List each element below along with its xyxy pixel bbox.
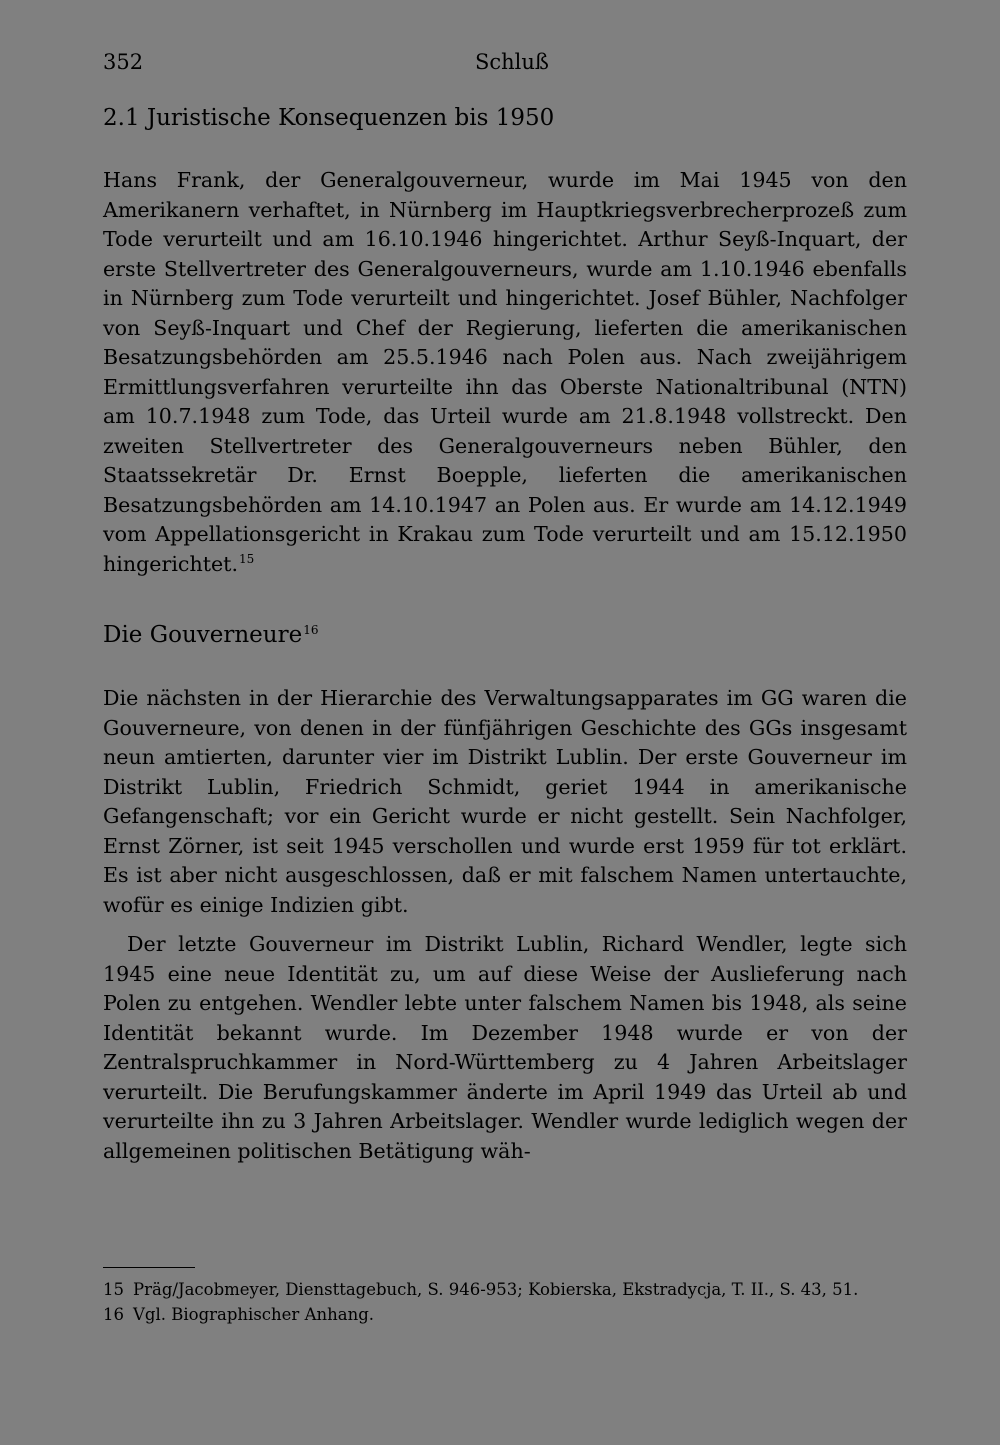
footnote-ref-16: 16: [303, 623, 319, 637]
section-heading: 2.1 Juristische Konsequenzen bis 1950: [103, 105, 555, 131]
section-paragraph-text: Hans Frank, der Generalgouverneur, wurde im Mai 1945 von den Amerikanern verhaftet, in Nürnberg im Hauptkriegsverbrecherprozeß zum Tode verurteilt und am 16.10.1946 hingerichtet. Arthur Seyß-Inquart, der erste Stellvertreter des Generalgouverneurs, wurde am 1.10.1946 ebenfalls in Nürnberg zum Tode verurteilt und hingerichtet. Josef Bühler, Nachfolger von Seyß-Inquart und Chef der Regierung, lieferten die amerikanischen Besatzungsbehörden am 25.5.1946 nach Polen aus. Nach zweijährigem Ermittlungsverfahren verurteilte ihn das Oberste Nationaltribunal (NTN) am 10.7.1948 zum Tode, das Urteil wurde am 21.8.1948 vollstreckt. Den zweiten Stellvertreter des Generalgouverneurs neben Bühler, den Staatssekretär Dr. Ernst Boepple, lieferten die amerikanischen Besatzungsbehörden am 14.10.1947 an Polen aus. Er wurde am 14.12.1949 vom Appellationsgericht in Krakau zum Tode verurteilt und am 15.12.1950 hingerichtet.: [103, 168, 907, 576]
footnote-ref-15: 15: [239, 551, 255, 566]
footnote-text: Präg/Jacobmeyer, Diensttagebuch, S. 946-953; Kobierska, Ekstradycja, T. II., S. 43, 51.: [133, 1280, 859, 1299]
subsection-heading-text: Die Gouverneure: [103, 622, 303, 648]
footnote-15: [103, 1277, 907, 1302]
subsection-paragraph-2: Der letzte Gouverneur im Distrikt Lublin, Richard Wendler, legte sich 1945 eine neue Identität zu, um auf diese Weise der Auslieferung nach Polen zu entgehen. Wendler lebte unter falschem Namen bis 1948, als seine Identität bekannt wurde. Im Dezember 1948 wurde er von der Zentralspruchkammer in Nord-Württemberg zu 4 Jahren Arbeitslager verurteilt. Die Berufungskammer änderte im April 1949 das Urteil ab und verurteilte ihn zu 3 Jahren Arbeitslager. Wendler wurde lediglich wegen der allgemeinen politischen Betätigung wäh-: [103, 932, 907, 1163]
page-number: 352: [103, 50, 144, 74]
footnote-number: 16: [103, 1305, 124, 1324]
footnote-number: 15: [103, 1280, 124, 1299]
footnote-16: [103, 1302, 907, 1327]
book-page: [103, 0, 907, 1445]
footnote-text: Vgl. Biographischer Anhang.: [133, 1305, 375, 1324]
section-paragraph: [103, 166, 907, 579]
footnote-divider: [103, 1267, 195, 1268]
running-head: [103, 50, 907, 82]
footnotes: [103, 1277, 907, 1327]
subsection-heading: [103, 620, 318, 650]
subsection-paragraph-1: Die nächsten in der Hierarchie des Verwaltungsapparates im GG waren die Gouverneure, von denen in der fünfjährigen Geschichte des GGs insgesamt neun amtierten, darunter vier im Distrikt Lublin. Der erste Gouverneur im Distrikt Lublin, Friedrich Schmidt, geriet 1944 in amerikanische Gefangenschaft; vor ein Gericht wurde er nicht gestellt. Sein Nachfolger, Ernst Zörner, ist seit 1945 verschollen und wurde erst 1959 für tot erklärt. Es ist aber nicht ausgeschlossen, daß er mit falschem Namen untertauchte, wofür es einige Indizien gibt.: [103, 686, 907, 917]
running-title: Schluß: [475, 50, 549, 74]
